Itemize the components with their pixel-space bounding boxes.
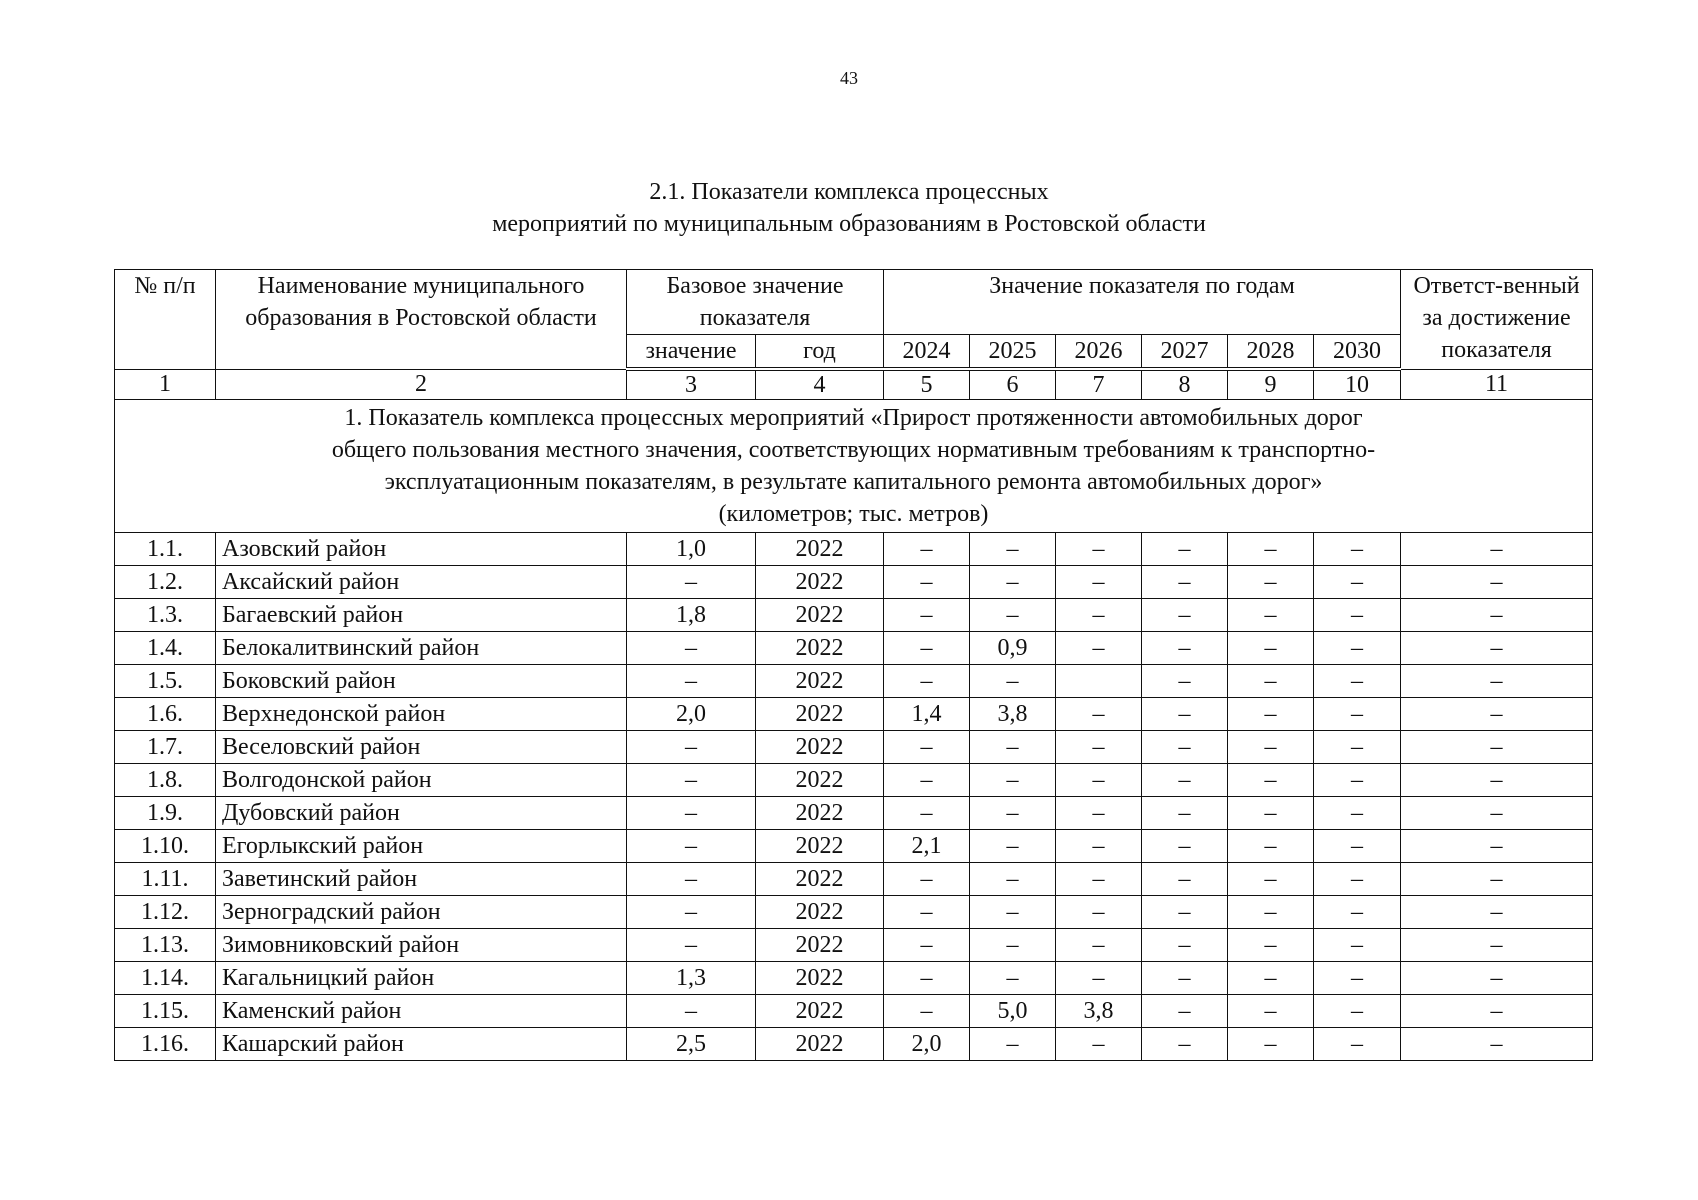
- value-2030: –: [1314, 566, 1401, 599]
- value-2028: –: [1228, 962, 1314, 995]
- value-2028: –: [1228, 797, 1314, 830]
- table-row: [115, 665, 1593, 698]
- value-2030: –: [1314, 896, 1401, 929]
- value-2024: –: [884, 896, 970, 929]
- municipality-name: Дубовский район: [216, 797, 627, 830]
- responsible: –: [1401, 995, 1593, 1028]
- value-2027: –: [1142, 830, 1228, 863]
- value-2028: –: [1228, 995, 1314, 1028]
- value-2025: –: [970, 962, 1056, 995]
- municipality-name: Зерноградский район: [216, 896, 627, 929]
- value-2026: –: [1056, 929, 1142, 962]
- base-year: 2022: [756, 896, 884, 929]
- value-2024: 2,0: [884, 1028, 970, 1061]
- value-2026: –: [1056, 797, 1142, 830]
- value-2027: –: [1142, 896, 1228, 929]
- base-value: –: [627, 632, 756, 665]
- responsible: –: [1401, 698, 1593, 731]
- table-row: [115, 929, 1593, 962]
- responsible: –: [1401, 929, 1593, 962]
- row-number: 1.10.: [115, 830, 216, 863]
- column-number: 3: [627, 369, 756, 400]
- section-title-line-2: общего пользования местного значения, соответствующих нормативным требованиям к транспортно-: [331, 437, 1376, 463]
- value-2030: –: [1314, 533, 1401, 566]
- header-base-value: Базовое значение показателя: [627, 270, 884, 335]
- value-2025: –: [970, 599, 1056, 632]
- municipality-name: Заветинский район: [216, 863, 627, 896]
- value-2028: –: [1228, 830, 1314, 863]
- value-2026: –: [1056, 764, 1142, 797]
- value-2028: –: [1228, 632, 1314, 665]
- value-2028: –: [1228, 566, 1314, 599]
- value-2024: –: [884, 764, 970, 797]
- column-number: 4: [756, 369, 884, 400]
- value-2027: –: [1142, 797, 1228, 830]
- header-base-value-year: год: [756, 335, 884, 370]
- base-year: 2022: [756, 929, 884, 962]
- table-row: [115, 1028, 1593, 1061]
- value-2024: –: [884, 962, 970, 995]
- responsible: –: [1401, 863, 1593, 896]
- municipality-name: Зимовниковский район: [216, 929, 627, 962]
- table-row: [115, 863, 1593, 896]
- header-year-2030: 2030: [1314, 335, 1401, 370]
- base-value: –: [627, 566, 756, 599]
- base-year: 2022: [756, 533, 884, 566]
- value-2025: –: [970, 797, 1056, 830]
- value-2027: –: [1142, 1028, 1228, 1061]
- column-number: 7: [1056, 369, 1142, 400]
- value-2026: [1056, 665, 1142, 698]
- table-row: [115, 764, 1593, 797]
- value-2026: –: [1056, 1028, 1142, 1061]
- column-number: 1: [115, 369, 216, 400]
- value-2024: –: [884, 863, 970, 896]
- municipality-name: Егорлыкский район: [216, 830, 627, 863]
- responsible: –: [1401, 830, 1593, 863]
- table-row: [115, 995, 1593, 1028]
- value-2030: –: [1314, 731, 1401, 764]
- column-number: 11: [1401, 369, 1593, 400]
- value-2028: –: [1228, 863, 1314, 896]
- table-row: [115, 797, 1593, 830]
- column-number: 9: [1228, 369, 1314, 400]
- value-2030: –: [1314, 632, 1401, 665]
- value-2026: –: [1056, 830, 1142, 863]
- municipality-name: Кагальницкий район: [216, 962, 627, 995]
- header-year-2027: 2027: [1142, 335, 1228, 370]
- header-year-2025: 2025: [970, 335, 1056, 370]
- base-year: 2022: [756, 599, 884, 632]
- value-2030: –: [1314, 863, 1401, 896]
- value-2024: 1,4: [884, 698, 970, 731]
- row-number: 1.14.: [115, 962, 216, 995]
- value-2030: –: [1314, 665, 1401, 698]
- responsible: –: [1401, 797, 1593, 830]
- row-number: 1.3.: [115, 599, 216, 632]
- value-2028: –: [1228, 599, 1314, 632]
- base-year: 2022: [756, 962, 884, 995]
- page-number: 43: [840, 68, 858, 88]
- column-numbers-row: [115, 369, 1593, 400]
- value-2027: –: [1142, 533, 1228, 566]
- row-number: 1.16.: [115, 1028, 216, 1061]
- row-number: 1.12.: [115, 896, 216, 929]
- value-2025: –: [970, 929, 1056, 962]
- header-year-2028: 2028: [1228, 335, 1314, 370]
- row-number: 1.7.: [115, 731, 216, 764]
- base-year: 2022: [756, 764, 884, 797]
- value-2026: –: [1056, 632, 1142, 665]
- base-year: 2022: [756, 632, 884, 665]
- responsible: –: [1401, 599, 1593, 632]
- value-2030: –: [1314, 599, 1401, 632]
- value-2028: –: [1228, 929, 1314, 962]
- value-2030: –: [1314, 797, 1401, 830]
- municipality-name: Верхнедонской район: [216, 698, 627, 731]
- value-2024: –: [884, 566, 970, 599]
- row-number: 1.9.: [115, 797, 216, 830]
- value-2024: –: [884, 929, 970, 962]
- value-2026: –: [1056, 863, 1142, 896]
- responsible: –: [1401, 533, 1593, 566]
- value-2028: –: [1228, 665, 1314, 698]
- header-year-2026: 2026: [1056, 335, 1142, 370]
- column-number: 2: [216, 369, 627, 400]
- base-value: 1,3: [627, 962, 756, 995]
- header-responsible: Ответст-венный за достижение показателя: [1401, 270, 1593, 370]
- base-year: 2022: [756, 698, 884, 731]
- value-2030: –: [1314, 698, 1401, 731]
- value-2026: –: [1056, 566, 1142, 599]
- base-value: –: [627, 797, 756, 830]
- value-2028: –: [1228, 731, 1314, 764]
- value-2028: –: [1228, 764, 1314, 797]
- municipality-name: Кашарский район: [216, 1028, 627, 1061]
- responsible: –: [1401, 731, 1593, 764]
- header-year-2024: 2024: [884, 335, 970, 370]
- value-2026: –: [1056, 599, 1142, 632]
- header-municipality-name: Наименование муниципального образования в Ростовской области: [216, 270, 627, 370]
- value-2025: –: [970, 1028, 1056, 1061]
- column-number: 5: [884, 369, 970, 400]
- base-year: 2022: [756, 995, 884, 1028]
- value-2025: –: [970, 731, 1056, 764]
- row-number: 1.5.: [115, 665, 216, 698]
- value-2024: –: [884, 533, 970, 566]
- base-value: 1,8: [627, 599, 756, 632]
- page-title-line-2: мероприятий по муниципальным образованиям в Ростовской области: [492, 211, 1206, 237]
- value-2027: –: [1142, 665, 1228, 698]
- value-2025: –: [970, 896, 1056, 929]
- base-value: 2,5: [627, 1028, 756, 1061]
- value-2025: –: [970, 830, 1056, 863]
- value-2028: –: [1228, 1028, 1314, 1061]
- column-number: 8: [1142, 369, 1228, 400]
- value-2025: –: [970, 665, 1056, 698]
- header-base-value-value: значение: [627, 335, 756, 370]
- header-values-by-year: Значение показателя по годам: [884, 270, 1401, 335]
- value-2026: –: [1056, 962, 1142, 995]
- value-2030: –: [1314, 830, 1401, 863]
- value-2027: –: [1142, 731, 1228, 764]
- value-2025: –: [970, 863, 1056, 896]
- value-2024: –: [884, 731, 970, 764]
- value-2024: –: [884, 665, 970, 698]
- table-row: [115, 896, 1593, 929]
- row-number: 1.15.: [115, 995, 216, 1028]
- base-value: –: [627, 929, 756, 962]
- municipality-name: Волгодонской район: [216, 764, 627, 797]
- value-2030: –: [1314, 1028, 1401, 1061]
- responsible: –: [1401, 566, 1593, 599]
- table-row: [115, 962, 1593, 995]
- value-2026: 3,8: [1056, 995, 1142, 1028]
- table-row: [115, 731, 1593, 764]
- responsible: –: [1401, 962, 1593, 995]
- value-2027: –: [1142, 599, 1228, 632]
- responsible: –: [1401, 1028, 1593, 1061]
- value-2030: –: [1314, 995, 1401, 1028]
- value-2028: –: [1228, 698, 1314, 731]
- value-2027: –: [1142, 632, 1228, 665]
- base-year: 2022: [756, 797, 884, 830]
- table-row: [115, 566, 1593, 599]
- row-number: 1.13.: [115, 929, 216, 962]
- value-2025: –: [970, 566, 1056, 599]
- municipality-name: Багаевский район: [216, 599, 627, 632]
- indicators-table: [114, 269, 1593, 1061]
- value-2027: –: [1142, 764, 1228, 797]
- municipality-name: Веселовский район: [216, 731, 627, 764]
- section-title-line-3: эксплуатационным показателям, в результате капитального ремонта автомобильных дорог»: [384, 469, 1323, 495]
- value-2026: –: [1056, 731, 1142, 764]
- value-2026: –: [1056, 896, 1142, 929]
- value-2027: –: [1142, 929, 1228, 962]
- base-value: –: [627, 995, 756, 1028]
- section-title: [115, 400, 1593, 533]
- value-2024: –: [884, 995, 970, 1028]
- value-2025: –: [970, 764, 1056, 797]
- municipality-name: Аксайский район: [216, 566, 627, 599]
- value-2024: –: [884, 797, 970, 830]
- table-row: [115, 698, 1593, 731]
- table-row: [115, 533, 1593, 566]
- base-value: –: [627, 764, 756, 797]
- base-value: –: [627, 896, 756, 929]
- value-2027: –: [1142, 863, 1228, 896]
- municipality-name: Азовский район: [216, 533, 627, 566]
- row-number: 1.2.: [115, 566, 216, 599]
- value-2030: –: [1314, 764, 1401, 797]
- header-number: № п/п: [115, 270, 216, 370]
- value-2027: –: [1142, 698, 1228, 731]
- municipality-name: Боковский район: [216, 665, 627, 698]
- municipality-name: Каменский район: [216, 995, 627, 1028]
- row-number: 1.11.: [115, 863, 216, 896]
- base-value: –: [627, 863, 756, 896]
- value-2026: –: [1056, 698, 1142, 731]
- responsible: –: [1401, 764, 1593, 797]
- responsible: –: [1401, 665, 1593, 698]
- base-value: –: [627, 665, 756, 698]
- value-2027: –: [1142, 962, 1228, 995]
- municipality-name: Белокалитвинский район: [216, 632, 627, 665]
- value-2030: –: [1314, 929, 1401, 962]
- value-2027: –: [1142, 566, 1228, 599]
- row-number: 1.6.: [115, 698, 216, 731]
- value-2025: 3,8: [970, 698, 1056, 731]
- table-row: [115, 599, 1593, 632]
- section-title-line-4: (километров; тыс. метров): [718, 501, 989, 527]
- table-row: [115, 632, 1593, 665]
- value-2027: –: [1142, 995, 1228, 1028]
- section-row: [115, 400, 1593, 533]
- value-2028: –: [1228, 896, 1314, 929]
- value-2026: –: [1056, 533, 1142, 566]
- row-number: 1.1.: [115, 533, 216, 566]
- value-2028: –: [1228, 533, 1314, 566]
- base-year: 2022: [756, 1028, 884, 1061]
- base-value: –: [627, 830, 756, 863]
- base-year: 2022: [756, 566, 884, 599]
- value-2025: 0,9: [970, 632, 1056, 665]
- table-row: [115, 830, 1593, 863]
- value-2025: 5,0: [970, 995, 1056, 1028]
- base-value: 2,0: [627, 698, 756, 731]
- base-year: 2022: [756, 830, 884, 863]
- page-title-line-1: 2.1. Показатели комплекса процессных: [649, 179, 1049, 205]
- base-value: –: [627, 731, 756, 764]
- base-year: 2022: [756, 863, 884, 896]
- responsible: –: [1401, 896, 1593, 929]
- column-number: 6: [970, 369, 1056, 400]
- section-title-line-1: 1. Показатель комплекса процессных мероприятий «Прирост протяженности автомобильных дорог: [344, 405, 1363, 431]
- value-2025: –: [970, 533, 1056, 566]
- row-number: 1.8.: [115, 764, 216, 797]
- value-2024: 2,1: [884, 830, 970, 863]
- base-year: 2022: [756, 665, 884, 698]
- value-2024: –: [884, 599, 970, 632]
- row-number: 1.4.: [115, 632, 216, 665]
- column-number: 10: [1314, 369, 1401, 400]
- value-2024: –: [884, 632, 970, 665]
- page-title: [0, 176, 1698, 240]
- base-year: 2022: [756, 731, 884, 764]
- base-value: 1,0: [627, 533, 756, 566]
- value-2030: –: [1314, 962, 1401, 995]
- responsible: –: [1401, 632, 1593, 665]
